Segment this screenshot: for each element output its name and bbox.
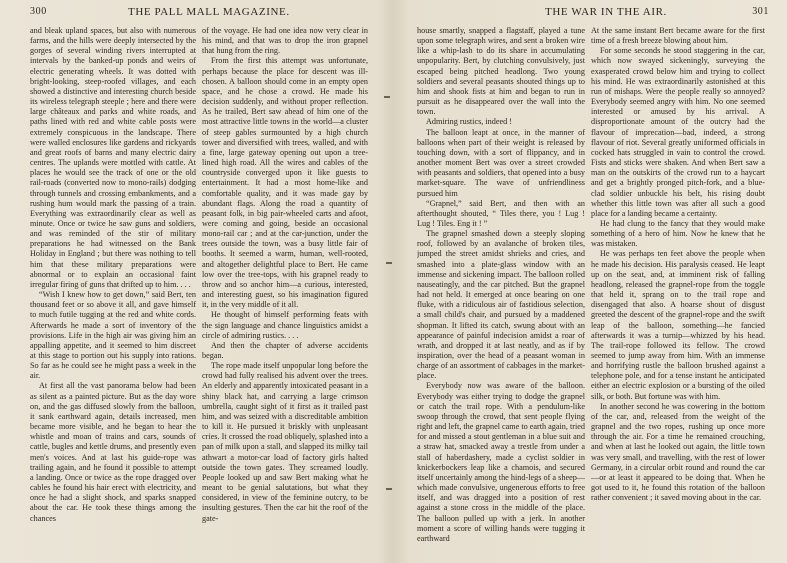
left-page-number: 300 bbox=[30, 6, 47, 17]
paragraph: of the voyage. He had one idea now very clear in his mind, and that was to drop the iron grapnel that hung from the ring. bbox=[202, 26, 368, 56]
right-page-number: 301 bbox=[752, 6, 769, 17]
left-page-header bbox=[0, 6, 393, 22]
right-page-header bbox=[395, 6, 787, 22]
right-running-head: THE WAR IN THE AIR. bbox=[545, 6, 667, 18]
paragraph: He thought of himself performing feats with the sign language and chance linguistics amidst a circle of admiring rustics. . . . bbox=[202, 310, 368, 340]
paragraph: And then the chapter of adverse accidents began. bbox=[202, 340, 368, 360]
paragraph: The grapnel smashed down a steeply sloping roof, followed by an avalanche of broken tiles, jumped the street amidst shrieks and cries, and smashed into a plate-glass window with an immense and sickening impact. The balloon rolled nauseatingly, and the car pitched. But the grapnel had not held. It emerged at once bearing on one fluke, with a ridiculous air of fastidious selection, a small child's chair, and pursued by a maddened shopman. It lifted its catch, swung about with an appearance of painful indecision amidst a roar of wrath, and dropped it at last neatly, and as if by inspiration, over the head of a peasant woman in charge of an assortment of cabbages in the market-place. bbox=[417, 229, 585, 381]
right-page bbox=[395, 0, 787, 563]
paragraph: The rope made itself unpopular long before the crowd had fully realised his advent over the trees. An elderly and apparently intoxicated peasant in a shiny black hat, and carrying a large crimson umbrella, caught sight of it first as it trailed past him, and was seized with a discreditable ambition to kill it. He pursued it briskly with unpleasant cries. It crossed the road obliquely, splashed into a pan of milk upon a stall, and slapped its milky tail athwart a motor-car load of factory girls halted outside the town gates. They screamed loudly. People looked up and saw Bert making what he meant to be genial salutations, but what they considered, in view of the feminine outcry, to be insulting gestures. Then the car hit the roof of the gate- bbox=[202, 361, 368, 523]
paragraph: “Wish I knew how to get down,” said Bert, ten thousand feet or so above it all, and gave himself to much futile tugging at the red and white cords. Afterwards he made a sort of inventory of the provisions. Life in the high air was giving him an appalling appetite, and it seemed to him discreet at this stage to portion out his supply into rations. So far as he could see he might pass a week in the air. bbox=[30, 290, 196, 381]
binding-mark bbox=[384, 96, 390, 98]
paragraph: “Grapnel,” said Bert, and then with an afterthought shouted, “ Tiles there, you ! Lug ! Lug ! Tiles. Eng it ! ” bbox=[417, 198, 585, 228]
binding-mark bbox=[386, 262, 392, 264]
left-running-head: THE PALL MALL MAGAZINE. bbox=[128, 6, 290, 18]
right-page-column-2 bbox=[591, 26, 765, 562]
left-page-column-2 bbox=[202, 26, 368, 562]
left-page-column-1 bbox=[30, 26, 196, 562]
paragraph: He had clung to the fancy that they would make something of a hero of him. Now he knew that he was mistaken. bbox=[591, 218, 765, 249]
paragraph: Everybody now was aware of the balloon. Everybody was either trying to dodge the grapnel or catch the trail rope. With a pendulum-like swoop through the crowd, that sent people flying right and left, the grapnel came to earth again, tried for and missed a stout gentleman in a blue suit and a straw hat, smacked away a trestle from under a stall of haberdashery, made a cyclist soldier in knickerbockers leap like a chamois, and secured itself uncertainly among the hind-legs of a sheep—which made convulsive, ungenerous efforts to free itself, and was dragged into a position of rest against a stone cross in the middle of the place. The balloon pulled up with a jerk. In another moment a score of willing hands were tugging it earthward bbox=[417, 381, 585, 543]
paragraph: house smartly, snapped a flagstaff, played a tune upon some telegraph wires, and sent a broken wire like a whip-lash to do its share in accumulating unpopularity. Bert, by clutching convulsively, just escaped being pitched headlong. Two young soldiers and several peasants shouted things up to him and shook fists at him and began to run in pursuit as he disappeared over the wall into the town. bbox=[417, 26, 585, 117]
paragraph: He was perhaps ten feet above the people when he made his decision. His paralysis ceased. He leapt up on the seat, and, at imminent risk of falling headlong, released the grapnel-rope from the toggle that held it, sprang on to the trail rope and disengaged that also. A hoarse shout of disgust greeted the descent of the grapnel-rope and the swift leap of the balloon, something—he fancied afterwards it was a turnip—whizzed by his head. The trail-rope followed its fellow. The crowd seemed to jump away from him. With an immense and horrifying rustle the balloon brushed against a telephone pole, and for a tense instant he anticipated either an electric explosion or a bursting of the oiled silk, or both. But fortune was with him. bbox=[591, 249, 765, 401]
paragraph: The balloon leapt at once, in the manner of balloons when part of their weight is released by touching down, with a sort of flippancy, and in another moment Bert was over a street crowded with peasants and soldiers, that opened into a busy market-square. The wave of unfriendliness pursued him bbox=[417, 127, 585, 198]
binding-mark bbox=[386, 488, 392, 490]
right-page-column-1 bbox=[417, 26, 585, 562]
paragraph: At first all the vast panorama below had been as silent as a painted picture. But as the day wore on, and the gas diffused slowly from the balloon, it sank earthward again, details increased, men became more visible, and he began to hear the whistle and moan of trains and cars, sounds of cattle, bugles and kettle drums, and presently even men's voices. And at last his guide-rope was trailing again, and he found it possible to attempt a landing. Once or twice as the rope dragged over cables he found his hair erect with electricity, and once he had a slight shock, and sparks snapped about the car. He took these things among the chances bbox=[30, 381, 196, 523]
paragraph: For some seconds he stood staggering in the car, which now swayed sickeningly, surveying the exasperated crowd below him and trying to collect his mind. He was extraordinarily astonished at this run of mishaps. Were the people really so annoyed? Everybody seemed angry with him. No one seemed interested or amused by his arrival. A disproportionate amount of the outcry had the flavour of imprecation—bad, indeed, a strong flavour of riot. Several greatly uniformed officials in cocked hats struggled in vain to control the crowd. Fists and sticks were shaken. And when Bert saw a man on the outskirts of the crowd run to a haycart and get a brightly pronged pitch-fork, and a blue-clad soldier unbuckle his belt, his rising doubt whether this little town was after all such a good place for a landing became a certainty. bbox=[591, 46, 765, 218]
paragraph: and bleak upland spaces, but also with numerous farms, and the hills were deeply intersected by the gorges of several winding rivers interrupted at intervals by the banked-up ponds and weirs of electric generating wheels. It was dotted with bright-looking, steep-roofed villages, and each showed a distinctive and interesting church beside its wireless telegraph steeple ; here and there were large châteaux and parks and white roads, and paths lined with red and white cable posts were extremely conspicuous in the landscape. There were walled enclosures like gardens and rickyards and great roofs of barns and many electric dairy centres. The uplands were mottled with cattle. At places he would see the track of one or the old rail-roads (converted now to mono-rails) dodging through tunnels and crossing embankments, and a rushing hum would mark the passing of a train. Everything was extraordinarily clear as well as minute. Once or twice he saw guns and soldiers, and was reminded of the stir of military preparations he had witnessed on the Bank Holiday in England ; but there was nothing to tell him that these military preparations were abnormal or to explain an occasional faint irregular firing of guns that drifted up to him. . . . bbox=[30, 26, 196, 289]
paragraph: In another second he was cowering in the bottom of the car, and, released from the weight of the grapnel and the two ropes, rushing up once more through the air. For a time he remained crouching, and when at last he looked out again, the little town was very small, and travelling, with the rest of lower Germany, in a circular orbit round and round the car—or at least it appeared to be doing that. When he got used to it, he found this rotation of the balloon rather convenient ; it saved moving about in the car. bbox=[591, 401, 765, 503]
paragraph: Admiring rustics, indeed ! bbox=[426, 117, 512, 127]
left-page bbox=[0, 0, 393, 563]
paragraph: At the same instant Bert became aware for the first time of a fresh breeze blowing about him. bbox=[591, 26, 765, 46]
paragraph: From the first this attempt was unfortunate, perhaps because the place for descent was ill-chosen. A balloon should come in an empty open space, and he chose a crowd. He made his decision suddenly, and without proper reflection. As he trailed, Bert saw ahead of him one of the most attractive little towns in the world—a cluster of steep gables surmounted by a high church tower and diversified with trees, walled, and with a fine, large gateway opening out upon a tree-lined high road. All the wires and cables of the countryside converged upon it like guests to entertainment. It had a most home-like and comfortable quality, and it was made gay by abundant flags. Along the road a quantity of peasant folk, in big pair-wheeled carts and afoot, were coming and going, beside an occasional mono-rail car ; and at the car-junction, under the trees outside the town, was a busy little fair of booths. It seemed a warm, human, well-rooted, and altogether delightful place to Bert. He came low over the tree-tops, with his grapnel ready to throw and so anchor him—a curious, interested, and interesting guest, so his imagination figured it, in the very middle of it all. bbox=[202, 56, 368, 310]
